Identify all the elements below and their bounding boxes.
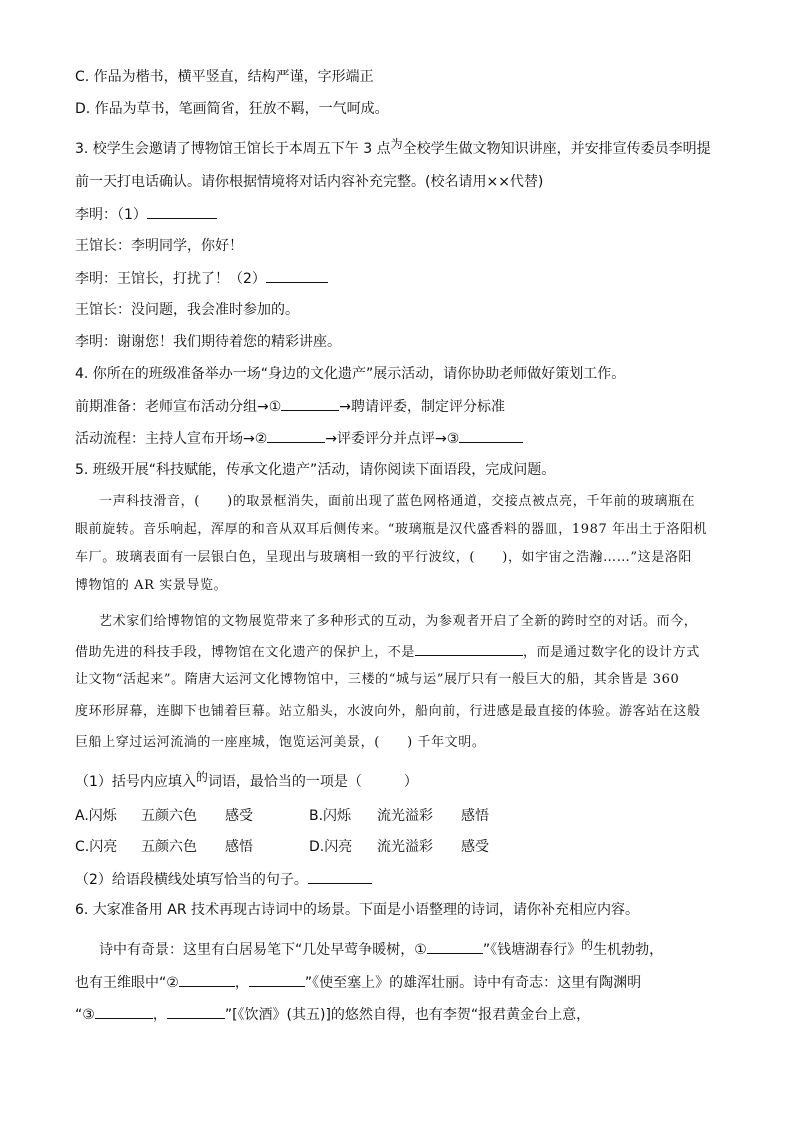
passage-1-line-4: 博物馆的 AR 实景导览。 xyxy=(75,578,228,593)
poem-3-text-c: ”[《饮酒》(其五)]的悠然自得，也有李贺“报君黄金台上意， xyxy=(224,1007,591,1023)
passage-2-line-5: 巨船上穿过运河流淌的一座座城，饱览运河美景，( ) 千年文明。 xyxy=(75,735,486,750)
sub1-text-a: （1）括号内应填入 xyxy=(75,774,196,790)
answer-blank-prep-1[interactable] xyxy=(281,396,339,411)
poem-line-3 xyxy=(75,1004,590,1025)
poem-2-text-c: ”《使至塞上》的雄浑壮丽。诗中有奇志：这里有陶渊明 xyxy=(304,975,642,991)
poem-2-text-b: ， xyxy=(234,975,249,991)
question-3-line-2: 前一天打电话确认。请你根据情境将对话内容补充完整。(校名请用××代替) xyxy=(75,174,544,190)
flow-line xyxy=(75,428,523,449)
poem-line-1 xyxy=(99,939,663,960)
sub-question-2 xyxy=(75,869,372,890)
sub1-small-char: 的 xyxy=(195,770,208,784)
answer-blank-poem-2b[interactable] xyxy=(249,972,305,987)
flow-text-a: 活动流程：主持人宣布开场→② xyxy=(75,431,268,447)
question-3-line-1 xyxy=(75,139,711,159)
passage-2-line-2 xyxy=(75,641,700,663)
option-c: C. 作品为楷书，横平竖直，结构严谨，字形端正 xyxy=(75,69,374,85)
passage-2-text-b: ，而是通过数字化的设计方式 xyxy=(523,645,700,660)
question-4-line-1: 4. 你所在的班级准备举办一场“身边的文化遗产”展示活动，请你协助老师做好策划工作。 xyxy=(75,366,626,382)
option-d-1[interactable]: D.闪亮 xyxy=(309,839,353,855)
poem-1-text-c: 生机勃勃， xyxy=(593,942,664,958)
option-b-3: 感悟 xyxy=(461,808,489,824)
poem-3-text-a: “③ xyxy=(75,1007,95,1023)
answer-blank-1[interactable] xyxy=(147,204,217,219)
answer-blank-sub2[interactable] xyxy=(308,869,372,884)
option-a-3: 感受 xyxy=(225,808,253,824)
answer-blank-flow-2[interactable] xyxy=(267,428,325,443)
passage-2-text-a: 借助先进的科技手段，博物馆在文化遗产的保护上，不是 xyxy=(75,645,416,660)
prep-line xyxy=(75,396,505,417)
poem-line-2 xyxy=(75,972,641,993)
prep-text-b: →聘请评委，制定评分标准 xyxy=(339,399,506,415)
sub1-text-b: 词语，最恰当的一项是（ ） xyxy=(207,774,418,790)
passage-1-line-3: 车厂。玻璃表面有一层银白色，呈现出与玻璃相一致的平行波纹，( )，如宇宙之浩瀚……”这是洛阳 xyxy=(75,550,692,565)
dialogue-1-text: 李明：（1） xyxy=(75,207,147,223)
option-a-2: 五颜六色 xyxy=(141,808,197,824)
passage-2-line-3: 让文物“活起来”。隋唐大运河文化博物馆中，三楼的“城与运”展厅只有一般巨大的船，其余皆是 360 xyxy=(75,672,680,687)
answer-blank-poem-3a[interactable] xyxy=(95,1004,153,1019)
answer-blank-poem-2a[interactable] xyxy=(179,972,235,987)
answer-blank-flow-3[interactable] xyxy=(459,428,523,443)
option-a-1[interactable]: A.闪烁 xyxy=(75,808,117,824)
options-row-2 xyxy=(75,837,489,857)
q3-small-char: 为 xyxy=(390,137,403,151)
option-c-3: 感悟 xyxy=(225,839,253,855)
prep-text-a: 前期准备：老师宣布活动分组→① xyxy=(75,399,282,415)
passage-1-line-2: 眼前旋转。音乐响起，浑厚的和音从双耳后侧传来。“玻璃瓶是汉代盛香料的器皿，1987 年出土于洛阳机 xyxy=(75,522,708,537)
answer-blank-poem-3b[interactable] xyxy=(167,1004,225,1019)
passage-1-line-1: 一声科技滑音，( )的取景框消失，面前出现了蓝色网格通道，交接点被点亮，千年前的玻璃瓶在 xyxy=(99,494,696,509)
passage-2-line-1: 艺术家们给博物馆的文物展览带来了多种形式的互动，为参观者开启了全新的跨时空的对话。而今， xyxy=(99,614,698,629)
poem-1-text-b: ”《钱塘湖春行》 xyxy=(482,942,582,958)
answer-blank-passage[interactable] xyxy=(415,641,523,656)
dialogue-2: 王馆长：李明同学，你好！ xyxy=(75,238,243,254)
answer-blank-2[interactable] xyxy=(266,268,328,283)
option-d: D. 作品为草书，笔画简省，狂放不羁，一气呵成。 xyxy=(75,101,389,117)
option-d-3: 感受 xyxy=(461,839,489,855)
poem-1-text-a: 诗中有奇景：这里有白居易笔下“几处早莺争暖树，① xyxy=(99,942,427,958)
dialogue-3-text: 李明：王馆长，打扰了！（2） xyxy=(75,271,266,287)
passage-2-line-4: 度环形屏幕，连脚下也铺着巨幕。站立船头，水波向外，船向前，行进感是最直接的体验。游客站在这般 xyxy=(75,704,701,719)
option-c-2: 五颜六色 xyxy=(141,839,197,855)
option-b-1[interactable]: B.闪烁 xyxy=(309,808,352,824)
poem-1-small-char: 的 xyxy=(581,938,594,952)
sub2-text: （2）给语段横线处填写恰当的句子。 xyxy=(75,872,308,888)
question-5-line-1: 5. 班级开展“科技赋能，传承文化遗产”活动，请你阅读下面语段，完成问题。 xyxy=(75,462,556,478)
sub-question-1 xyxy=(75,772,418,792)
dialogue-1 xyxy=(75,204,217,225)
option-c-1[interactable]: C.闪亮 xyxy=(75,839,118,855)
dialogue-5: 李明：谢谢您！我们期待着您的精彩讲座。 xyxy=(75,334,341,350)
flow-text-b: →评委评分并点评→③ xyxy=(325,431,460,447)
dialogue-3 xyxy=(75,268,328,289)
options-row-1 xyxy=(75,806,489,826)
q3-text-b: 全校学生做文物知识讲座，并安排宣传委员李明提 xyxy=(402,141,711,157)
answer-blank-poem-1[interactable] xyxy=(427,939,483,954)
poem-2-text-a: 也有王维眼中“② xyxy=(75,975,179,991)
q3-text-a: 3. 校学生会邀请了博物馆王馆长于本周五下午 3 点 xyxy=(75,141,391,157)
option-b-2: 流光溢彩 xyxy=(377,808,433,824)
poem-3-text-b: ， xyxy=(152,1007,167,1023)
option-d-2: 流光溢彩 xyxy=(377,839,433,855)
question-6-line-1: 6. 大家准备用 AR 技术再现古诗词中的场景。下面是小语整理的诗词，请你补充相应内容。 xyxy=(75,902,640,918)
dialogue-4: 王馆长：没问题，我会准时参加的。 xyxy=(75,302,299,318)
